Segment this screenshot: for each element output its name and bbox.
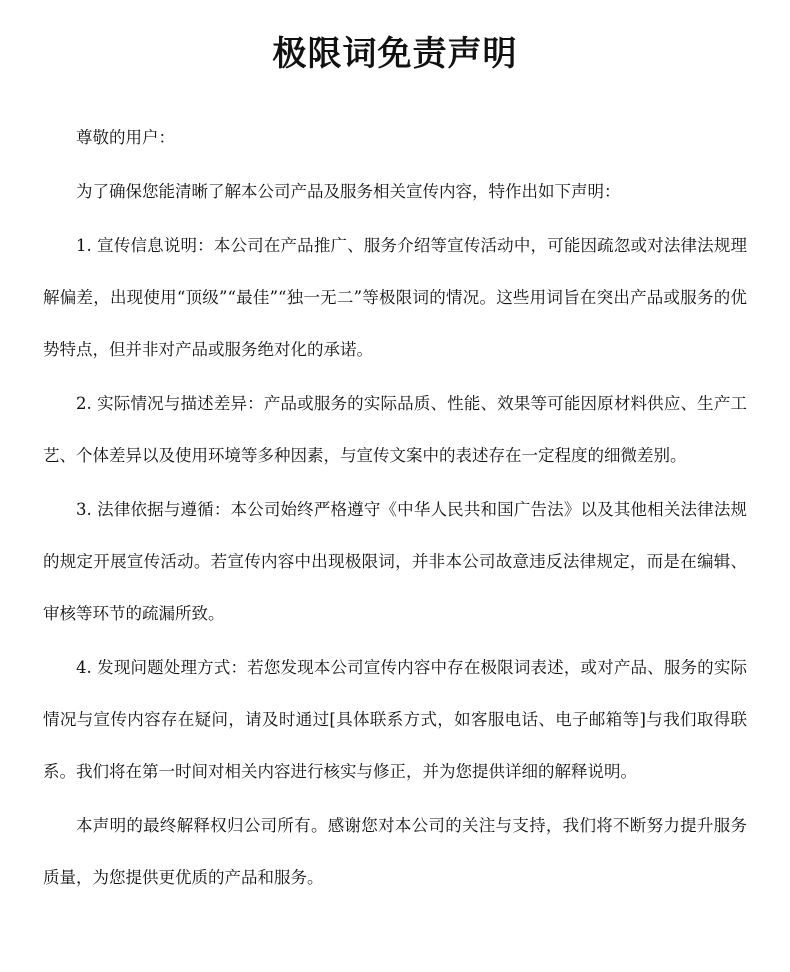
page-title: 极限词免责声明 bbox=[272, 34, 518, 74]
salutation: 尊敬的用户： bbox=[76, 128, 175, 147]
document-body bbox=[43, 112, 747, 906]
intro-paragraph: 为了确保您能清晰了解本公司产品及服务相关宣传内容，特作出如下声明： bbox=[76, 182, 621, 201]
closing-paragraph: 本声明的最终解释权归公司所有。感谢您对本公司的关注与支持，我们将不断努力提升服务质量，为您提供更优质的产品和服务。 bbox=[43, 816, 747, 887]
clause-1: 1. 宣传信息说明：本公司在产品推广、服务介绍等宣传活动中，可能因疏忽或对法律法规理解偏差，出现使用“顶级”“最佳”“独一无二”等极限词的情况。这些用词旨在突出产品或服务的优势特点，但并非对产品或服务绝对化的承诺。 bbox=[43, 236, 747, 359]
clause-4: 4. 发现问题处理方式：若您发现本公司宣传内容中存在极限词表述，或对产品、服务的实际情况与宣传内容存在疑问，请及时通过[具体联系方式，如客服电话、电子邮箱等]与我们取得联系。我们将在第一时间对相关内容进行核实与修正，并为您提供详细的解释说明。 bbox=[43, 658, 747, 781]
clause-2: 2. 实际情况与描述差异：产品或服务的实际品质、性能、效果等可能因原材料供应、生产工艺、个体差异以及使用环境等多种因素，与宣传文案中的表述存在一定程度的细微差别。 bbox=[43, 394, 747, 465]
clause-3: 3. 法律依据与遵循：本公司始终严格遵守《中华人民共和国广告法》以及其他相关法律法规的规定开展宣传活动。若宣传内容中出现极限词，并非本公司故意违反法律规定，而是在编辑、审核等环节的疏漏所致。 bbox=[43, 500, 747, 623]
